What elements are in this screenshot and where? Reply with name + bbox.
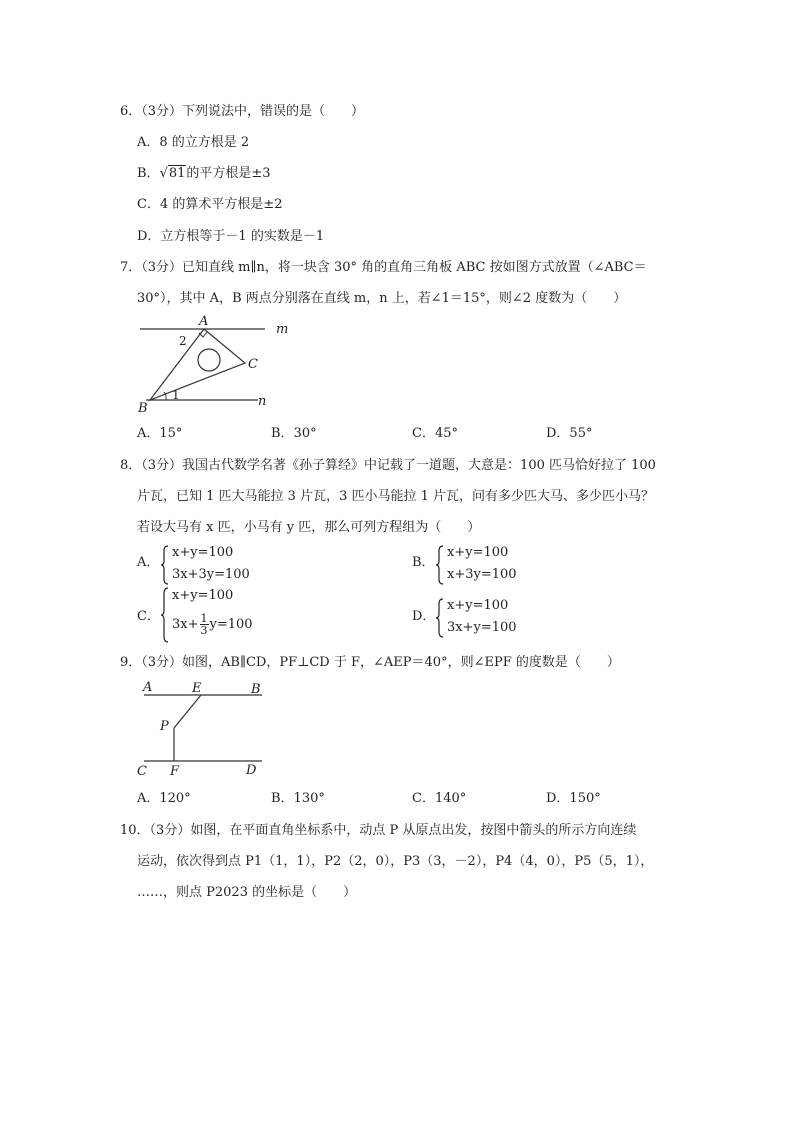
label-angle-2: 2 xyxy=(179,334,187,348)
q7-option-a: A．15° xyxy=(137,426,183,441)
q8-option-c-label: C． xyxy=(137,609,160,624)
segment-ep xyxy=(174,695,201,728)
q10-line1: 10．（3分）如图，在平面直角坐标系中，动点 P 从原点出发，按图中箭头的所示方向连续 xyxy=(120,823,637,838)
q6-option-c: C．4 的算术平方根是±2 xyxy=(137,197,283,212)
q7-option-c: C．45° xyxy=(412,426,458,441)
label-c: C xyxy=(137,764,147,779)
q8-system-b xyxy=(435,545,545,585)
q8-b-eq2: x+3y=100 xyxy=(447,567,517,582)
q9-option-d: D．150° xyxy=(546,791,601,806)
q8-a-eq1: x+y=100 xyxy=(172,545,234,560)
q8-c-eq2-pre: 3x+ xyxy=(172,617,199,632)
q8-c-eq2-post: y=100 xyxy=(209,617,253,632)
label-f: F xyxy=(170,764,180,779)
q6-radicand: 81 xyxy=(168,166,186,181)
q6-option-d: D．立方根等于－1 的实数是－1 xyxy=(137,229,325,244)
q7-option-d: D．55° xyxy=(546,426,593,441)
q7-figure xyxy=(130,312,290,418)
sqrt-symbol: √81 xyxy=(159,166,186,181)
q9-figure xyxy=(134,678,274,782)
q6-option-b-suffix: 的平方根是±3 xyxy=(186,166,271,181)
q8-line1: 8．（3分）我国古代数学名著《孙子算经》中记载了一道题，大意是：100 匹马恰好拉了 100 xyxy=(120,458,656,473)
brace-icon xyxy=(435,545,445,585)
label-p: P xyxy=(160,719,169,734)
q6-option-a: A．8 的立方根是 2 xyxy=(137,135,250,150)
q8-c-frac-den: 3 xyxy=(200,624,208,637)
q8-d-eq2: 3x+y=100 xyxy=(447,620,517,635)
label-e: E xyxy=(192,681,202,696)
q8-option-d-label: D． xyxy=(412,609,436,624)
brace-icon xyxy=(160,587,170,643)
q8-a-eq2: 3x+3y=100 xyxy=(172,567,250,582)
q9-option-c: C．140° xyxy=(412,791,467,806)
q6-stem: 6．（3分）下列说法中，错误的是（ ） xyxy=(120,104,365,119)
brace-icon xyxy=(435,598,445,638)
q10-line2: 运动，依次得到点 P1（1，1），P2（2，0），P3（3，－2），P4（4，0），P5（5，1）， xyxy=(137,854,654,869)
q8-line2: 片瓦，已知 1 匹大马能拉 3 片瓦，3 匹小马能拉 1 片瓦，问有多少匹大马、多少匹小马？ xyxy=(137,489,655,504)
q7-line1: 7．（3分）已知直线 m∥n，将一块含 30° 角的直角三角板 ABC 按如图方式放置（∠ABC＝ xyxy=(120,260,647,275)
label-m: m xyxy=(276,322,289,337)
q8-c-fraction xyxy=(200,613,209,636)
label-d: D xyxy=(246,763,257,778)
q9-option-b: B．130° xyxy=(271,791,325,806)
q8-c-eq1: x+y=100 xyxy=(172,588,234,603)
q8-option-a-label: A． xyxy=(137,555,160,570)
label-b: B xyxy=(251,682,261,697)
label-c: C xyxy=(248,357,258,372)
q9-stem: 9．（3分）如图，AB∥CD，PF⊥CD 于 F，∠AEP＝40°，则∠EPF 的度数是（ ） xyxy=(120,655,620,670)
brace-icon xyxy=(160,545,170,585)
q6-option-b-prefix: B． xyxy=(137,166,160,181)
right-angle-mark xyxy=(199,332,207,337)
q8-system-c xyxy=(160,587,280,643)
q9-option-a: A．120° xyxy=(137,791,191,806)
q8-c-frac-num: 1 xyxy=(200,612,208,625)
q7-option-b: B．30° xyxy=(271,426,317,441)
triangle-hole xyxy=(198,349,220,371)
q8-line3: 若设大马有 x 匹，小马有 y 匹，那么可列方程组为（ ） xyxy=(137,520,481,535)
triangle-abc xyxy=(150,329,245,400)
q7-line2: 30°），其中 A，B 两点分别落在直线 m，n 上，若∠1＝15°，则∠2 度数为（ ） xyxy=(137,291,627,306)
q8-d-eq1: x+y=100 xyxy=(447,598,509,613)
label-a: A xyxy=(199,314,209,329)
q10-line3: ……，则点 P2023 的坐标是（ ） xyxy=(137,885,357,900)
label-n: n xyxy=(258,394,267,409)
label-b: B xyxy=(138,401,148,416)
q8-c-eq2 xyxy=(172,613,253,636)
q8-system-d xyxy=(435,598,545,638)
q8-b-eq1: x+y=100 xyxy=(447,545,509,560)
label-a: A xyxy=(143,680,153,695)
q6-option-b xyxy=(137,166,271,182)
q8-option-b-label: B． xyxy=(412,555,435,570)
label-angle-1: 1 xyxy=(172,388,180,402)
q8-system-a xyxy=(160,545,270,585)
